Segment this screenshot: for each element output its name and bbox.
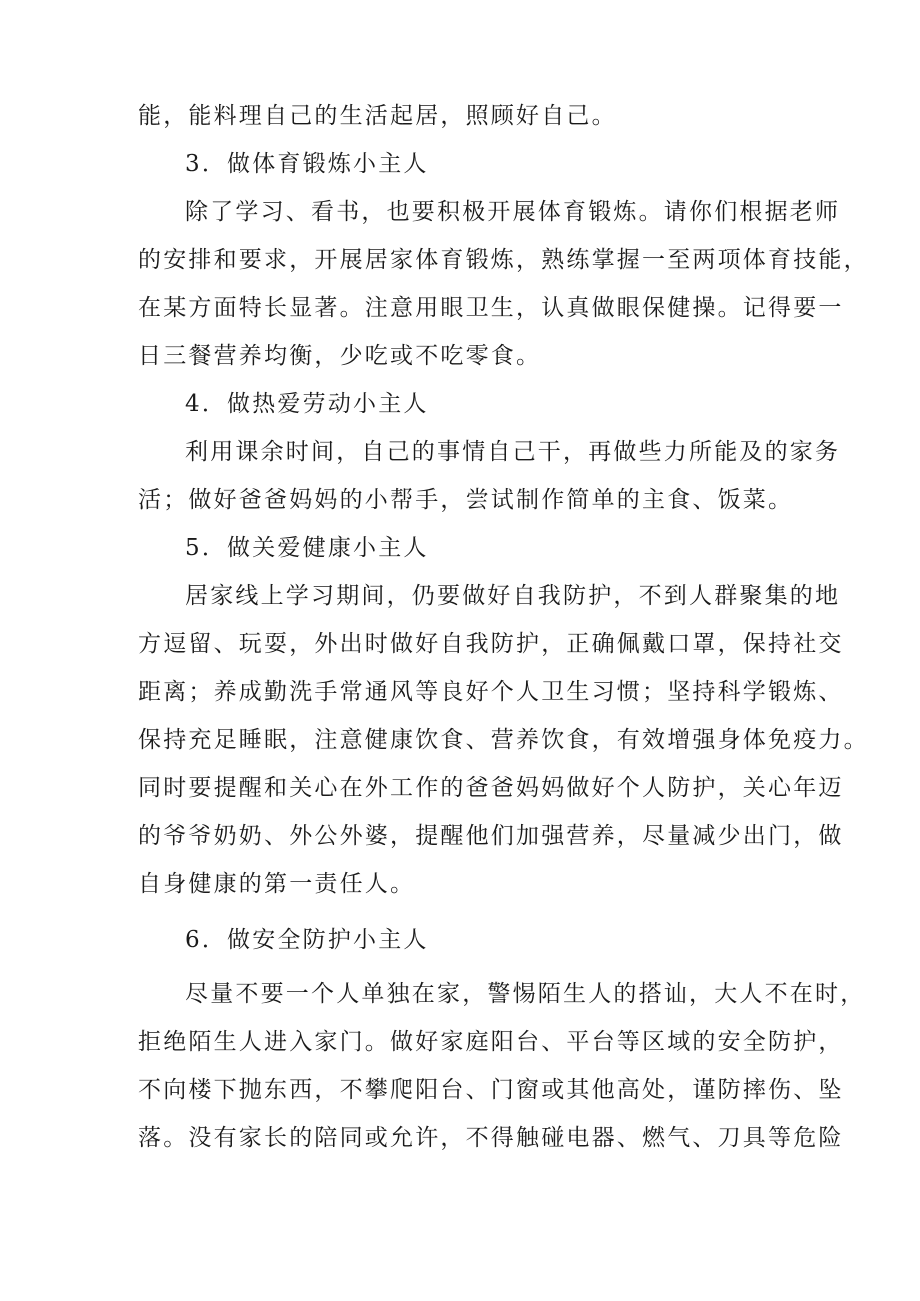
paragraph-line: 除了学习、看书，也要积极开展体育锻炼。请你们根据老师 xyxy=(185,199,841,225)
paragraph-line: 利用课余时间，自己的事情自己干，再做些力所能及的家务 xyxy=(185,439,841,465)
section-heading-6: 6．做安全防护小主人 xyxy=(185,927,429,953)
paragraph-line: 的安排和要求，开展居家体育锻炼，熟练掌握一至两项体育技能， xyxy=(138,247,869,273)
paragraph-line: 的爷爷奶奶、外公外婆，提醒他们加强营养，尽量减少出门，做 xyxy=(138,823,844,849)
paragraph-line: 日三餐营养均衡，少吃或不吃零食。 xyxy=(138,343,542,369)
paragraph-line: 居家线上学习期间，仍要做好自我防护，不到人群聚集的地 xyxy=(185,583,841,609)
paragraph-line: 方逗留、玩耍，外出时做好自我防护，正确佩戴口罩，保持社交 xyxy=(138,631,844,657)
paragraph-line: 在某方面特长显著。注意用眼卫生，认真做眼保健操。记得要一 xyxy=(138,295,844,321)
section-heading-5: 5．做关爱健康小主人 xyxy=(185,535,429,561)
paragraph-line: 距离；养成勤洗手常通风等良好个人卫生习惯；坚持科学锻炼、 xyxy=(138,679,844,705)
paragraph-line: 活；做好爸爸妈妈的小帮手，尝试制作简单的主食、饭菜。 xyxy=(138,487,794,513)
paragraph-line: 同时要提醒和关心在外工作的爸爸妈妈做好个人防护，关心年迈 xyxy=(138,775,844,801)
section-heading-3: 3．做体育锻炼小主人 xyxy=(185,151,429,177)
paragraph-line: 自身健康的第一责任人。 xyxy=(138,871,416,897)
paragraph-line: 拒绝陌生人进入家门。做好家庭阳台、平台等区域的安全防护， xyxy=(138,1029,844,1055)
paragraph-line: 不向楼下抛东西，不攀爬阳台、门窗或其他高处，谨防摔伤、坠 xyxy=(138,1077,844,1103)
paragraph-line: 能，能料理自己的生活起居，照顾好自己。 xyxy=(138,103,617,129)
paragraph-line: 尽量不要一个人单独在家，警惕陌生人的搭讪，大人不在时， xyxy=(185,981,866,1007)
paragraph-line: 落。没有家长的陪同或允许，不得触碰电器、燃气、刀具等危险 xyxy=(138,1125,844,1151)
paragraph-line: 保持充足睡眠，注意健康饮食、营养饮食，有效增强身体免疫力。 xyxy=(138,727,869,753)
section-heading-4: 4．做热爱劳动小主人 xyxy=(185,391,429,417)
